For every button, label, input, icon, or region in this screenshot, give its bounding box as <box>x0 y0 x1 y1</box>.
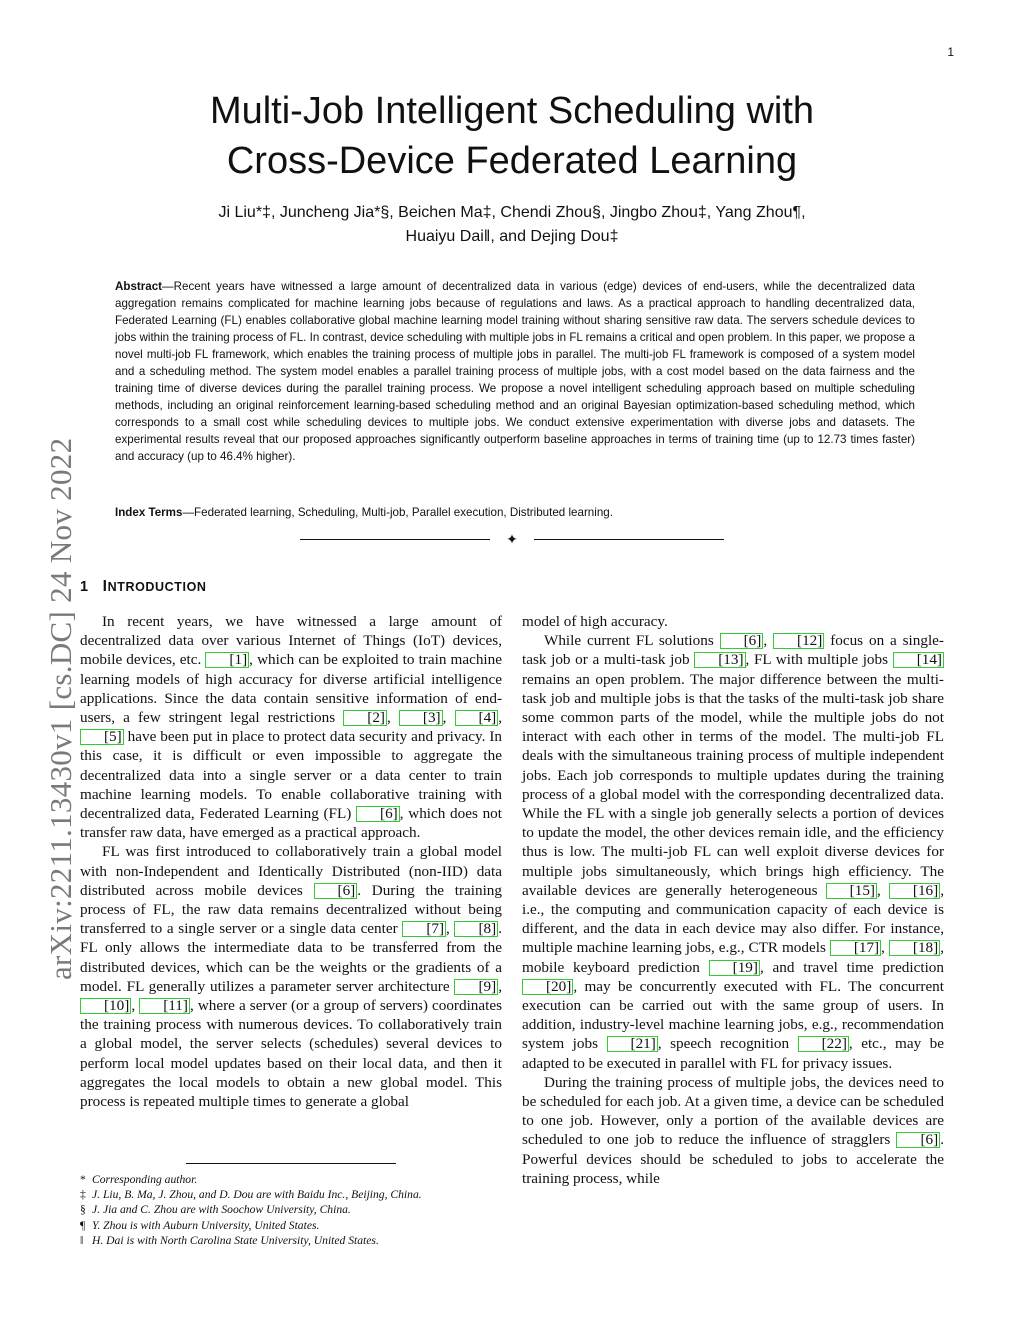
citation-link[interactable]: [9] <box>454 979 498 995</box>
page-number: 1 <box>947 45 954 59</box>
citation-link[interactable]: [1] <box>205 652 249 668</box>
citation-link[interactable]: [11] <box>139 998 190 1014</box>
author-list <box>100 201 924 249</box>
author-line-2: Huaiyu Dai‖, and Dejing Dou‡ <box>405 228 619 245</box>
citation-link[interactable]: [17] <box>830 940 881 956</box>
footnote-mark: ¶ <box>80 1218 86 1232</box>
footnote <box>80 1172 502 1187</box>
footnote-text: H. Dai is with North Carolina State University, United States. <box>92 1233 379 1247</box>
footnote <box>80 1233 502 1248</box>
separator-diamond-icon: ✦ <box>506 532 518 548</box>
index-terms-label: Index Terms <box>115 506 183 519</box>
citation-link[interactable]: [8] <box>454 921 498 937</box>
citation-link[interactable]: [15] <box>826 883 877 899</box>
citation-link[interactable]: [6] <box>314 883 358 899</box>
paper-title-line-1: Multi-Job Intelligent Scheduling with <box>209 90 815 132</box>
footnote-mark: ‡ <box>80 1188 86 1202</box>
footnote-mark: ‖ <box>80 1233 84 1247</box>
citation-link[interactable]: [18] <box>889 940 940 956</box>
section-title-initial: I <box>102 578 108 595</box>
section-number: 1 <box>80 579 89 595</box>
footnote-text: Y. Zhou is with Auburn University, United States. <box>92 1218 320 1232</box>
citation-link[interactable]: [16] <box>889 883 940 899</box>
paper-title-line-2: Cross-Device Federated Learning <box>226 140 798 182</box>
index-terms <box>115 504 915 521</box>
section-heading-introduction <box>80 577 207 597</box>
paragraph: During the training process of multiple jobs, the devices need to be scheduled for each job. At a given time, a device can be scheduled to one job. However, only a portion of the available devices are scheduled to one job to reduce the influence of stragglers [6] . Powerful devices should be scheduled to jobs to accelerate the training process, while <box>522 1073 944 1187</box>
citation-link[interactable]: [10] <box>80 998 131 1014</box>
citation-link[interactable]: [12] <box>773 633 824 649</box>
separator-line-right <box>534 539 724 540</box>
citation-link[interactable]: [22] <box>798 1036 849 1052</box>
citation-link[interactable]: [7] <box>402 921 446 937</box>
section-separator <box>300 531 724 549</box>
footnote-text: J. Jia and C. Zhou are with Soochow University, China. <box>92 1203 351 1217</box>
footnote-text: J. Liu, B. Ma, J. Zhou, and D. Dou are with Baidu Inc., Beijing, China. <box>92 1188 422 1202</box>
section-title-rest: NTRODUCTION <box>107 580 207 594</box>
citation-link[interactable]: [6] <box>356 806 400 822</box>
footnotes <box>80 1172 502 1248</box>
paragraph: FL was first introduced to collaboratively train a global model with non-Independent and Identically Distributed (non-IID) data distributed across mobile devices [6] . During the training process of FL, the raw data remains decentralized without being transferred to a single server or a single data center [7] , [8] . FL only allows the intermediate data to be transferred from the distributed devices, which can be the weights or the gradients of a model. FL generally utilizes a parameter server architecture [9] , [10] , [11] , where a server (or a group of servers) coordinates the training process with numerous devices. To collaboratively train a global model, the server selects (schedules) several devices to perform local model updates based on their local data, and then it aggregates the local models to obtain a new global model. This process is repeated multiple times to generate a global <box>80 843 502 1111</box>
paragraph: While current FL solutions [6] , [12] focus on a single-task job or a multi-task job [13] , FL with multiple jobs [14] remains an open problem. The major difference between the multi-task job and multiple jobs is that the tasks of the multi-task job share some common parts of the model, while the multiple jobs do not interact with each other in terms of the model. The multi-job FL deals with the simultaneous training process of multiple independent jobs. Each job corresponds to multiple updates during the training process of a global model with the corresponding decentralized data. While the FL with a single job generally selects a portion of devices to update the model, the other devices remain idle, and the efficiency thus is low. The multi-job FL can well exploit diverse devices for multiple jobs simultaneously, which brings high efficiency. The available devices are generally heterogeneous [15] , [16] , i.e., the computing and communication capacity of each device is different, and the data in each device may also differ. For instance, multiple machine learning jobs, e.g., CTR models [17] , [18] , mobile keyboard prediction [19] , and travel time prediction [20] , may be concurrently executed with FL. The concurrent execution can be carried out with the same group of users. In addition, industry-level machine learning jobs, e.g., recommendation system jobs [21] , speech recognition [22] , etc., may be adapted to be executed in parallel with FL for privacy issues. <box>522 632 945 1072</box>
paragraph: In recent years, we have witnessed a large amount of decentralized data over various Internet of Things (IoT) devices, mobile devices, etc. [1] , which can be exploited to train machine learning models of high accuracy for diverse artificial intelligence applications. Since the data contain sensitive information of end-users, a few stringent legal restrictions [2] , [3] , [4] , [5] have been put in place to protect data security and privacy. In this case, it is difficult or even impossible to aggregate the decentralized data into a single server or a data center to train machine learning models. To enable collaborative training with decentralized data, Federated Learning (FL) [6] , which does not transfer raw data, have emerged as a practical approach. <box>80 613 503 842</box>
citation-link[interactable]: [21] <box>607 1036 658 1052</box>
citation-link[interactable]: [3] <box>399 710 443 726</box>
paper-title <box>80 86 944 186</box>
citation-link[interactable]: [6] <box>896 1132 940 1148</box>
index-terms-text: —Federated learning, Scheduling, Multi-job, Parallel execution, Distributed learning. <box>182 506 613 519</box>
footnote-text: Corresponding author. <box>92 1173 198 1186</box>
citation-link[interactable]: [4] <box>455 710 499 726</box>
footnote <box>80 1218 502 1233</box>
abstract-text: —Recent years have witnessed a large amount of decentralized data in various (edge) devices of end-users, while the decentralized data aggregation remains complicated for machine learning jobs because of regulations and laws. As a practical approach to handling decentralized data, Federated Learning (FL) enables collaborative global machine learning model training without sharing sensitive raw data. The servers schedule devices to jobs within the training process of FL. In contrast, device scheduling with multiple jobs in FL remains a critical and open problem. In this paper, we propose a novel multi-job FL framework, which enables the training process of multiple jobs in parallel. The multi-job FL framework is composed of a system model and a scheduling method. The system model enables a parallel training process of multiple jobs, with a cost model based on the data fairness and the training time of diverse devices during the parallel training process. We propose a novel intelligent scheduling approach based on multiple scheduling methods, including an original reinforcement learning-based scheduling method and an original Bayesian optimization-based scheduling method, which corresponds to a small cost while scheduling devices to multiple jobs. We conduct extensive experimentation with diverse jobs and datasets. The experimental results reveal that our proposed approaches significantly outperform baseline approaches in terms of training time (up to 12.73 times faster) and accuracy (up to 46.4% higher). <box>115 280 915 463</box>
paragraph: model of high accuracy. <box>522 613 668 630</box>
abstract-label: Abstract <box>115 280 163 293</box>
footnote-rule <box>186 1163 396 1164</box>
author-line-1: Ji Liu*‡, Juncheng Jia*§, Beichen Ma‡, Chendi Zhou§, Jingbo Zhou‡, Yang Zhou¶, <box>218 204 806 221</box>
citation-link[interactable]: [14] <box>893 652 944 668</box>
arxiv-identifier: arXiv:2211.13430v1 [cs.DC] 24 Nov 2022 <box>43 437 78 980</box>
citation-link[interactable]: [20] <box>522 979 573 995</box>
abstract <box>115 278 915 465</box>
left-column <box>80 612 502 1111</box>
footnote-mark: * <box>80 1173 86 1186</box>
footnote-mark: § <box>80 1203 86 1217</box>
citation-link[interactable]: [19] <box>709 960 760 976</box>
footnote <box>80 1202 502 1217</box>
citation-link[interactable]: [13] <box>694 652 745 668</box>
citation-link[interactable]: [6] <box>720 633 764 649</box>
footnote <box>80 1187 502 1202</box>
citation-link[interactable]: [2] <box>343 710 387 726</box>
right-column <box>522 612 944 1188</box>
separator-line-left <box>300 539 490 540</box>
citation-link[interactable]: [5] <box>80 729 124 745</box>
